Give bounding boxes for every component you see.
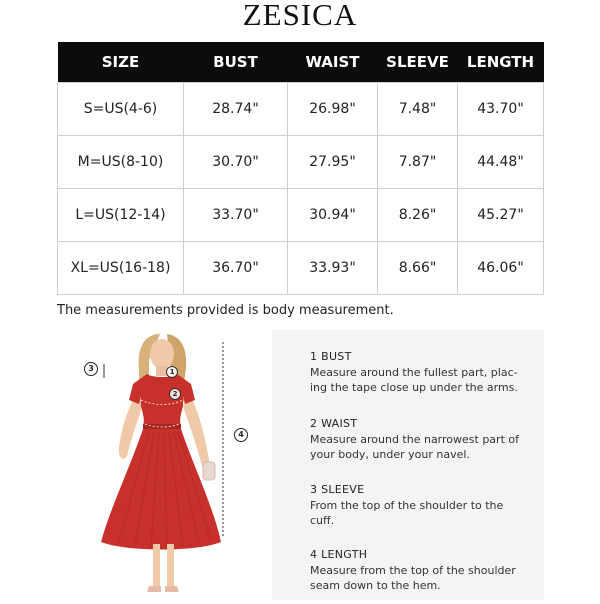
length-guide: [310, 548, 540, 593]
column-header-waist: WAIST: [288, 42, 378, 83]
bust-guide: [310, 350, 540, 395]
length-cell: 44.48": [458, 136, 544, 189]
column-header-bust: BUST: [184, 42, 288, 83]
size-chart-table: [57, 42, 544, 295]
length-guide-line: Measure from the top of the shoulder: [310, 564, 516, 577]
length-cell: 46.06": [458, 242, 544, 295]
sleeve-guide: [310, 483, 540, 528]
length-marker: 4: [234, 428, 248, 442]
waist-guide-line: your body, under your navel.: [310, 448, 470, 461]
bust-marker: 1: [166, 366, 178, 378]
bust-guide-text: [310, 365, 540, 395]
waist-guide-title: 2 WAIST: [310, 417, 358, 430]
table-row: [58, 189, 544, 242]
waist-guide-text: [310, 432, 540, 462]
sleeve-cell: 8.26": [378, 189, 458, 242]
table-row: [58, 136, 544, 189]
size-cell: L=US(12-14): [58, 189, 184, 242]
sleeve-cell: 7.48": [378, 83, 458, 136]
model-figure-panel: [57, 330, 265, 600]
bust-guide-line: ing the tape close up under the arms.: [310, 381, 518, 394]
measurement-guide-panel: [272, 330, 544, 600]
bust-cell: 28.74": [184, 83, 288, 136]
length-guide-text: [310, 563, 540, 593]
column-header-length: LENGTH: [458, 42, 544, 83]
column-header-size: SIZE: [58, 42, 184, 83]
bust-cell: 33.70": [184, 189, 288, 242]
measurement-note: The measurements provided is body measurement.: [57, 303, 394, 318]
sleeve-guide-line: From the top of the shoulder to the: [310, 499, 504, 512]
bust-guide-title: 1 BUST: [310, 350, 352, 363]
waist-cell: 27.95": [288, 136, 378, 189]
sleeve-cell: 7.87": [378, 136, 458, 189]
waist-cell: 26.98": [288, 83, 378, 136]
length-guide-line: seam down to the hem.: [310, 579, 441, 592]
column-header-sleeve: SLEEVE: [378, 42, 458, 83]
brand-logo: ZESICA: [242, 0, 358, 32]
length-cell: 45.27": [458, 189, 544, 242]
sleeve-marker: 3: [84, 362, 98, 376]
size-cell: S=US(4-6): [58, 83, 184, 136]
waist-cell: 33.93": [288, 242, 378, 295]
bust-cell: 36.70": [184, 242, 288, 295]
length-cell: 43.70": [458, 83, 544, 136]
waist-marker: 2: [169, 388, 181, 400]
bust-cell: 30.70": [184, 136, 288, 189]
length-guide-title: 4 LENGTH: [310, 548, 368, 561]
size-cell: M=US(8-10): [58, 136, 184, 189]
waist-guide: [310, 417, 540, 462]
table-row: [58, 83, 544, 136]
sleeve-guide-title: 3 SLEEVE: [310, 483, 365, 496]
waist-cell: 30.94": [288, 189, 378, 242]
bust-guide-line: Measure around the fullest part, plac-: [310, 366, 518, 379]
sleeve-guide-text: [310, 498, 540, 528]
table-header-row: [58, 42, 544, 83]
table-row: [58, 242, 544, 295]
sleeve-guide-line: cuff.: [310, 514, 335, 527]
waist-guide-line: Measure around the narrowest part of: [310, 433, 519, 446]
sleeve-cell: 8.66": [378, 242, 458, 295]
size-cell: XL=US(16-18): [58, 242, 184, 295]
